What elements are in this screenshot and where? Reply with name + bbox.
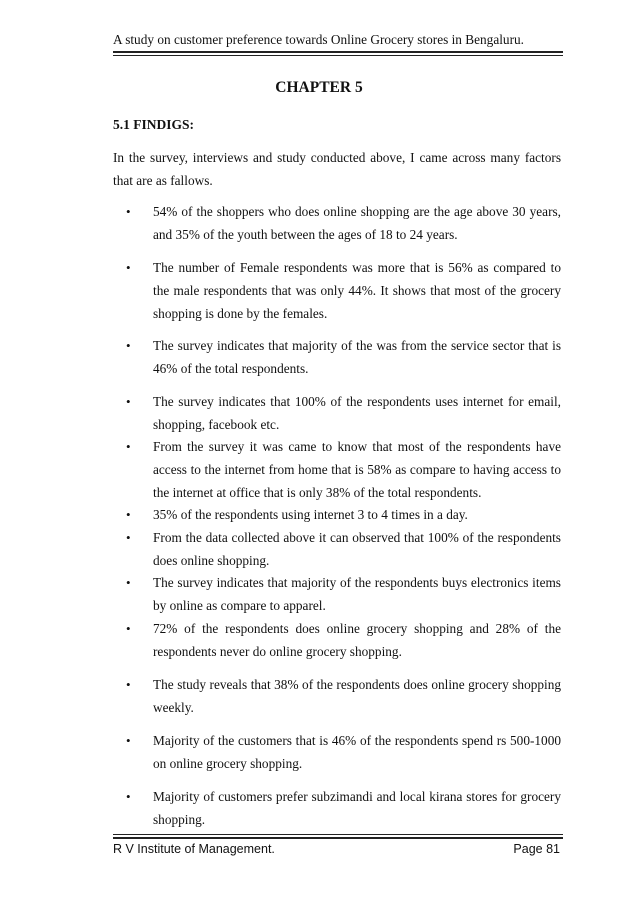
finding-text: The number of Female respondents was more that is 56% as compared to the male respondents that was only 44%. It shows that most of the grocery shopping is done by the females.	[153, 260, 561, 321]
bullet-icon: •	[126, 789, 131, 804]
finding-text: 54% of the shoppers who does online shopping are the age above 30 years, and 35% of the youth between the ages of 18 to 24 years.	[153, 204, 561, 242]
finding-text: 35% of the respondents using internet 3 to 4 times in a day.	[153, 507, 468, 522]
bullet-icon: •	[126, 439, 131, 454]
section-heading: 5.1 FINDIGS:	[113, 117, 195, 132]
finding-text: The survey indicates that 100% of the respondents uses internet for email, shopping, facebook etc.	[153, 394, 561, 432]
bullet-icon: •	[126, 338, 131, 353]
bullet-icon: •	[126, 575, 131, 590]
page-number: Page 81	[513, 842, 560, 856]
running-header: A study on customer preference towards Online Grocery stores in Bengaluru.	[113, 32, 524, 47]
finding-text: From the data collected above it can observed that 100% of the respondents does online shopping.	[153, 530, 561, 568]
chapter-title: CHAPTER 5	[275, 79, 363, 96]
footer-rule-thin	[113, 834, 563, 835]
finding-text: Majority of customers prefer subzimandi and local kirana stores for grocery shopping.	[153, 789, 561, 827]
finding-text: The survey indicates that majority of the respondents buys electronics items by online as compare to apparel.	[153, 575, 561, 613]
bullet-icon: •	[126, 677, 131, 692]
finding-text: From the survey it was came to know that most of the respondents have access to the internet from home that is 58% as compare to having access to the internet at office that is only 38% of the total respondents.	[153, 439, 561, 500]
finding-text: The survey indicates that majority of the was from the service sector that is 46% of the total respondents.	[153, 338, 561, 376]
finding-text: 72% of the respondents does online grocery shopping and 28% of the respondents never do online grocery shopping.	[153, 621, 561, 659]
bullet-icon: •	[126, 621, 131, 636]
footer-rule-thick	[113, 837, 563, 839]
intro-paragraph: In the survey, interviews and study conducted above, I came across many factors that are as fallows.	[113, 150, 561, 188]
header-rule-thin	[113, 55, 563, 56]
bullet-icon: •	[126, 733, 131, 748]
bullet-icon: •	[126, 394, 131, 409]
bullet-icon: •	[126, 204, 131, 219]
bullet-icon: •	[126, 507, 131, 522]
finding-text: The study reveals that 38% of the respondents does online grocery shopping weekly.	[153, 677, 561, 715]
finding-text: Majority of the customers that is 46% of the respondents spend rs 500-1000 on online grocery shopping.	[153, 733, 561, 771]
header-rule-thick	[113, 51, 563, 53]
bullet-icon: •	[126, 530, 131, 545]
footer-institute: R V Institute of Management.	[113, 842, 275, 856]
bullet-icon: •	[126, 260, 131, 275]
